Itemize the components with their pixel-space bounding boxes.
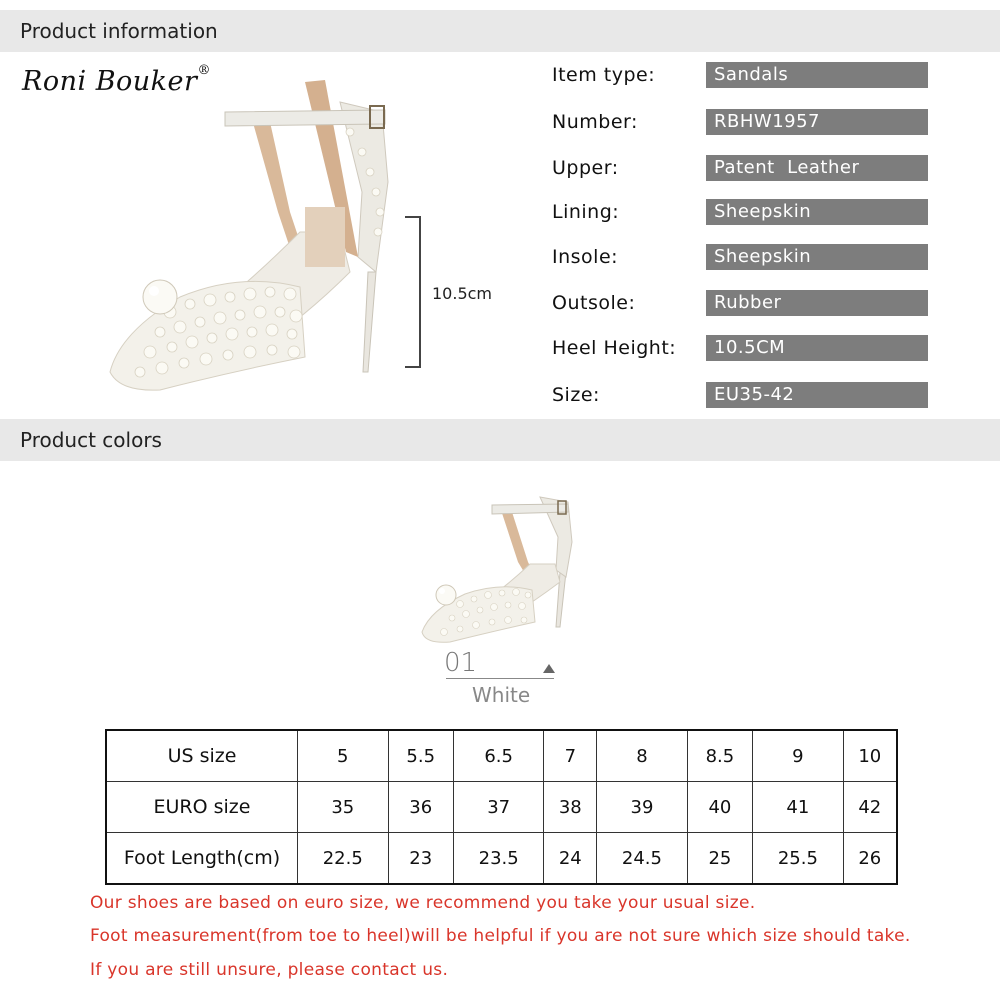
table-cell: 25 bbox=[687, 833, 752, 885]
triangle-up-icon bbox=[543, 664, 555, 673]
row-header: US size bbox=[106, 730, 298, 782]
color-option-underline bbox=[446, 678, 554, 679]
spec-value: Patent Leather bbox=[706, 155, 928, 181]
table-row bbox=[106, 730, 897, 782]
table-cell: 35 bbox=[298, 782, 389, 833]
table-cell: 36 bbox=[388, 782, 453, 833]
table-cell: 38 bbox=[544, 782, 597, 833]
table-row bbox=[106, 782, 897, 833]
spec-value: Sheepskin bbox=[706, 244, 928, 270]
table-cell: 26 bbox=[843, 833, 897, 885]
table-row bbox=[106, 833, 897, 885]
spec-label: Upper: bbox=[552, 157, 619, 179]
size-note: Our shoes are based on euro size, we recommend you take your usual size. bbox=[90, 893, 756, 913]
table-cell: 40 bbox=[687, 782, 752, 833]
heel-height-indicator bbox=[405, 216, 421, 368]
table-cell: 37 bbox=[453, 782, 544, 833]
brand-logo: Roni Bouker® bbox=[22, 63, 211, 97]
table-cell: 24 bbox=[544, 833, 597, 885]
color-option-image[interactable] bbox=[410, 482, 590, 652]
spec-number bbox=[552, 109, 932, 137]
heel-height-label: 10.5cm bbox=[432, 284, 493, 303]
spec-item-type bbox=[552, 62, 932, 90]
spec-label: Lining: bbox=[552, 201, 620, 223]
table-cell: 10 bbox=[843, 730, 897, 782]
table-cell: 6.5 bbox=[453, 730, 544, 782]
measurement-note: Foot measurement(from toe to heel)will be helpful if you are not sure which size should take. bbox=[90, 926, 911, 946]
table-cell: 9 bbox=[753, 730, 844, 782]
color-option-name: White bbox=[472, 683, 531, 707]
spec-value: EU35-42 bbox=[706, 382, 928, 408]
spec-lining bbox=[552, 199, 932, 227]
spec-heel-height bbox=[552, 335, 932, 363]
table-cell: 41 bbox=[753, 782, 844, 833]
spec-value: RBHW1957 bbox=[706, 109, 928, 135]
spec-insole bbox=[552, 244, 932, 272]
spec-label: Item type: bbox=[552, 64, 656, 86]
spec-value: Rubber bbox=[706, 290, 928, 316]
table-cell: 5.5 bbox=[388, 730, 453, 782]
spec-label: Number: bbox=[552, 111, 638, 133]
table-cell: 5 bbox=[298, 730, 389, 782]
table-cell: 8.5 bbox=[687, 730, 752, 782]
spec-label: Outsole: bbox=[552, 292, 636, 314]
spec-label: Heel Height: bbox=[552, 337, 677, 359]
spec-upper bbox=[552, 155, 932, 183]
table-cell: 7 bbox=[544, 730, 597, 782]
spec-value: Sheepskin bbox=[706, 199, 928, 225]
table-cell: 8 bbox=[597, 730, 688, 782]
product-image bbox=[100, 72, 400, 402]
table-cell: 25.5 bbox=[753, 833, 844, 885]
spec-value: 10.5CM bbox=[706, 335, 928, 361]
table-cell: 24.5 bbox=[597, 833, 688, 885]
table-cell: 23.5 bbox=[453, 833, 544, 885]
spec-label: Size: bbox=[552, 384, 600, 406]
table-cell: 22.5 bbox=[298, 833, 389, 885]
spec-label: Insole: bbox=[552, 246, 619, 268]
spec-size bbox=[552, 382, 932, 410]
table-cell: 39 bbox=[597, 782, 688, 833]
product-information-header: Product information bbox=[0, 10, 1000, 52]
row-header: Foot Length(cm) bbox=[106, 833, 298, 885]
product-colors-header: Product colors bbox=[0, 419, 1000, 461]
size-chart-table bbox=[105, 729, 898, 885]
color-option-number[interactable]: 01 bbox=[444, 648, 478, 678]
table-cell: 23 bbox=[388, 833, 453, 885]
table-cell: 42 bbox=[843, 782, 897, 833]
spec-outsole bbox=[552, 290, 932, 318]
contact-note: If you are still unsure, please contact us. bbox=[90, 960, 449, 980]
spec-value: Sandals bbox=[706, 62, 928, 88]
row-header: EURO size bbox=[106, 782, 298, 833]
